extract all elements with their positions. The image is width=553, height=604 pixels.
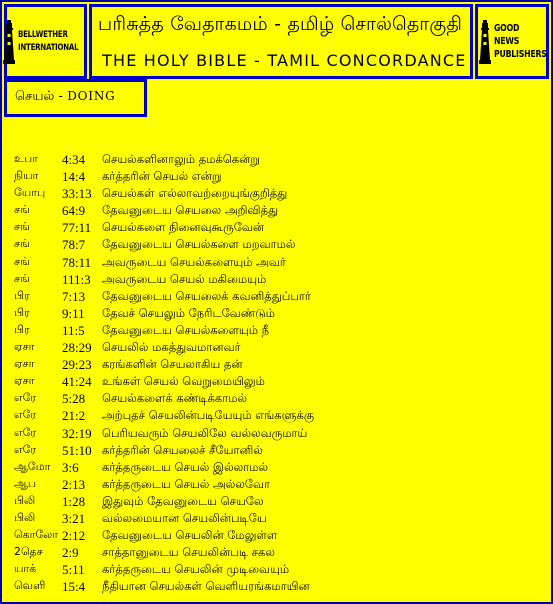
verse-reference: 11:5 bbox=[62, 322, 85, 338]
verse-text: செயல்கள் எல்லாவற்றையுங்குறித்து bbox=[102, 186, 288, 201]
verse-reference: 28:29 bbox=[62, 340, 92, 356]
verse-text: செயல்களை நினைவுகூருவேன் bbox=[102, 220, 265, 235]
verse-reference: 1:28 bbox=[62, 493, 86, 509]
verse-text: செயலில் மகத்துவமானவர் bbox=[102, 340, 241, 355]
verse-text: கரங்களின் செயலாகிய தன் bbox=[102, 357, 243, 372]
verse-book: பிலி bbox=[14, 493, 36, 507]
verse-reference: 9:11 bbox=[62, 305, 85, 321]
verse-reference: 5:28 bbox=[62, 391, 86, 407]
verse-reference: 32:19 bbox=[62, 425, 92, 441]
verse-reference: 2:9 bbox=[62, 545, 79, 561]
verse-text: தேவனுடைய செயல்களை மறவாமல் bbox=[102, 237, 296, 252]
verse-book: கொலோ bbox=[14, 528, 59, 542]
title-english: THE HOLY BIBLE - TAMIL CONCORDANCE bbox=[102, 51, 467, 70]
verse-reference: 3:6 bbox=[62, 459, 79, 475]
verse-reference: 77:11 bbox=[62, 220, 92, 236]
verse-reference: 41:24 bbox=[62, 374, 92, 390]
good-news-logo-box bbox=[475, 4, 549, 79]
verse-book: எரே bbox=[14, 391, 37, 405]
verse-book: பிர bbox=[14, 305, 30, 319]
verse-text: கர்த்தரின் செயலைச் சீயோனில் bbox=[102, 442, 263, 457]
lighthouse-icon bbox=[3, 20, 15, 64]
verse-text: தேவனுடைய செயலை அறிவித்து bbox=[102, 203, 279, 218]
verse-book: ஏசா bbox=[14, 357, 35, 371]
verse-text: செயல்களினாலும் தமக்கென்று bbox=[102, 152, 260, 166]
verse-book: எரே bbox=[14, 425, 37, 439]
section-heading-tamil: செயல் bbox=[15, 89, 55, 104]
verse-reference: 3:21 bbox=[62, 510, 86, 526]
verse-reference: 5:11 bbox=[62, 562, 85, 578]
verse-book: சங் bbox=[14, 271, 30, 285]
bellwether-logo-box bbox=[4, 4, 87, 79]
verse-book: பிர bbox=[14, 322, 30, 336]
verse-text: தேவனுடைய செயலின் மேலுள்ள bbox=[102, 528, 278, 543]
verse-reference: 111:3 bbox=[62, 271, 91, 287]
verse-text: அவருடைய செயல் மகிமையும் bbox=[102, 271, 267, 286]
verse-text: வல்லமையான செயலின்படியே bbox=[102, 510, 267, 525]
verse-book: உபா bbox=[14, 152, 38, 165]
verse-reference: 78:7 bbox=[62, 237, 86, 253]
verse-reference: 78:11 bbox=[62, 254, 92, 270]
verse-text: தேவனுடைய செயல்களையும் நீ bbox=[102, 322, 270, 337]
verse-text: உங்கள் செயல் வெறுமையிலும் bbox=[102, 374, 265, 389]
verse-book: 2தெச bbox=[14, 545, 43, 559]
verse-reference: 64:9 bbox=[62, 203, 86, 219]
verse-reference: 15:4 bbox=[62, 579, 86, 595]
verse-book: ஆமோ bbox=[14, 459, 51, 473]
verse-text: கர்த்தருடைய செயல் இல்லாமல் bbox=[102, 459, 269, 474]
verse-reference: 21:2 bbox=[62, 408, 86, 424]
title-tamil: பரிசுத்த வேதாகமம் - தமிழ் சொல்தொகுதி bbox=[98, 13, 463, 35]
verse-book: ஆப bbox=[14, 476, 37, 490]
verse-reference: 14:4 bbox=[62, 169, 86, 185]
bellwether-logo-text: BELLWETHER INTERNATIONAL bbox=[18, 29, 79, 53]
verse-book: யோபு bbox=[14, 186, 46, 200]
section-heading-separator: - bbox=[54, 89, 68, 104]
verse-book: பிலி bbox=[14, 510, 36, 524]
verse-book: பிர bbox=[14, 288, 30, 302]
verse-reference: 7:13 bbox=[62, 288, 86, 304]
verse-text: கர்த்தருடைய செயலின் முடிவையும் bbox=[102, 562, 290, 577]
verse-reference: 4:34 bbox=[62, 152, 86, 167]
title-box bbox=[89, 4, 473, 79]
lighthouse-icon bbox=[479, 20, 491, 64]
verse-text: பெரியவரும் செயலிலே வல்லவருமாய் bbox=[102, 425, 308, 440]
good-news-logo-text: GOOD NEWS PUBLISHERS bbox=[493, 23, 547, 60]
verse-text: நீதியான செயல்கள் வெளியரங்கமாயின bbox=[102, 579, 310, 594]
verse-text: செயல்களைக் கண்டிக்காமல் bbox=[102, 391, 248, 406]
verse-text: கர்த்தரின் செயல் என்று bbox=[102, 169, 222, 184]
verse-reference: 33:13 bbox=[62, 186, 92, 202]
verse-book: யாக் bbox=[14, 562, 37, 576]
verse-reference: 29:23 bbox=[62, 357, 92, 373]
verse-book: வெளி bbox=[14, 579, 46, 593]
verse-book: சங் bbox=[14, 220, 30, 234]
verse-reference: 2:12 bbox=[62, 528, 86, 544]
verse-book: சங் bbox=[14, 237, 30, 251]
verse-reference: 2:13 bbox=[62, 476, 86, 492]
verse-book: ஏசா bbox=[14, 374, 35, 388]
section-heading bbox=[15, 89, 116, 105]
verse-book: ஏசா bbox=[14, 340, 35, 354]
verse-text: இதுவும் தேவனுடைய செயலே bbox=[102, 493, 264, 508]
verse-book: நியா bbox=[14, 169, 39, 183]
section-heading-english: DOING bbox=[67, 89, 116, 103]
verse-book: சங் bbox=[14, 254, 30, 268]
section-heading-box bbox=[4, 79, 147, 117]
verse-text: அவருடைய செயல்களையும் அவர் bbox=[102, 254, 286, 269]
verse-book: சங் bbox=[14, 203, 30, 217]
verse-reference: 51:10 bbox=[62, 442, 92, 458]
verse-book: எரே bbox=[14, 408, 37, 422]
verse-text: தேவனுடைய செயலைக் கவனித்துப்பார் bbox=[102, 288, 311, 303]
verse-text: கர்த்தருடைய செயல் அல்லவோ bbox=[102, 476, 270, 491]
verse-book: எரே bbox=[14, 442, 37, 456]
verse-text: அற்புதச் செயலின்படியேயும் எங்களுக்கு bbox=[102, 408, 314, 423]
verse-text: தேவச் செயலும் நேரிடவேண்டும் bbox=[102, 305, 275, 320]
verse-text: சாத்தானுடைய செயலின்படி சகல bbox=[102, 545, 275, 560]
